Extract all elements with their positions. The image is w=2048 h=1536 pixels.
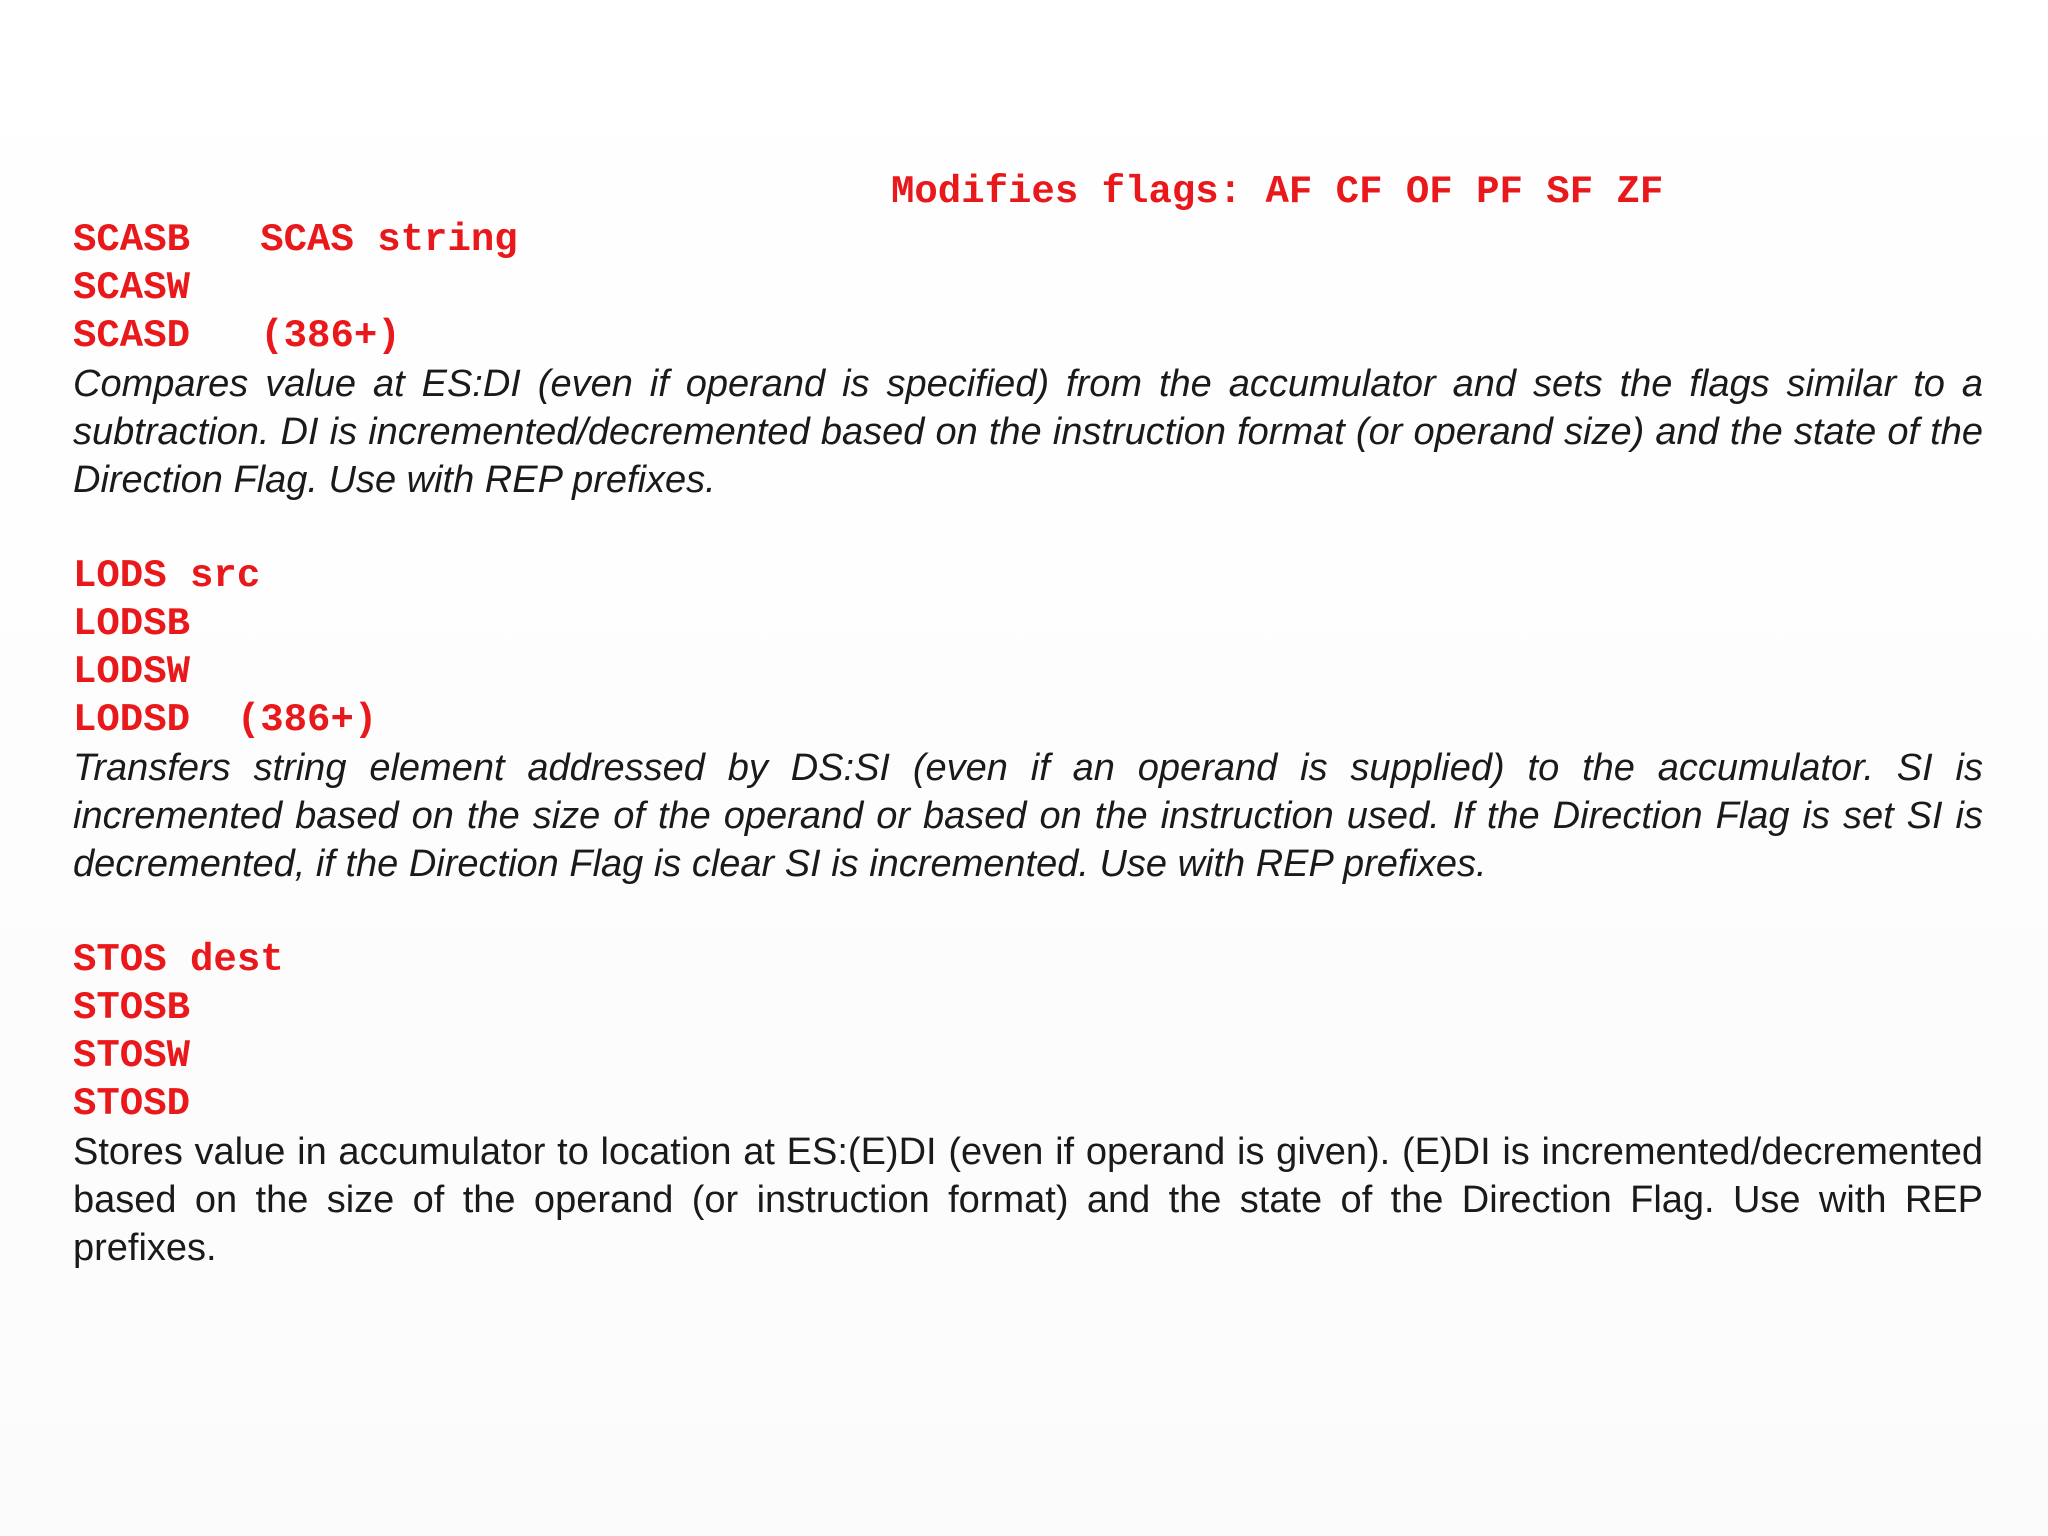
slide-content [73,168,1983,1320]
stosw-syntax: STOSW [73,1034,191,1078]
stosd-syntax: STOSD [73,1082,191,1126]
stos-section [73,936,1983,1272]
stos-syntax: STOS dest [73,938,284,982]
lodsw-syntax: LODSW [73,650,191,694]
lods-description: Transfers string element addressed by DS:SI (even if an operand is supplied) to the accumulator. SI is incremented based on the size of the operand or based on the instruction used. If the Direction Flag is set SI is decremented, if the Direction Flag is clear SI is incremented. Use with REP prefixes. [73,747,1983,885]
lods-section [73,552,1983,888]
stosb-syntax: STOSB [73,986,191,1030]
scasd-syntax: SCASD (386+) [73,314,401,358]
lodsd-syntax: LODSD (386+) [73,698,378,742]
stos-description: Stores value in accumulator to location at ES:(E)DI (even if operand is given). (E)DI is incremented/decremented based on the size of the operand (or instruction format) and the state of the Direction Flag. Use with REP prefixes. [73,1131,1983,1269]
scas-section [73,168,1983,504]
scas-description: Compares value at ES:DI (even if operand is specified) from the accumulator and sets the flags similar to a subtraction. DI is incremented/decremented based on the instruction format (or operand size) and the state of the Direction Flag. Use with REP prefixes. [73,363,1983,501]
scas-modified-flags: Modifies flags: AF CF OF PF SF ZF [891,170,1664,214]
scasw-syntax: SCASW [73,266,191,310]
scas-syntax: SCAS string [260,218,518,262]
lodsb-syntax: LODSB [73,602,191,646]
scasb-syntax: SCASB [73,218,191,262]
lods-syntax: LODS src [73,554,261,598]
